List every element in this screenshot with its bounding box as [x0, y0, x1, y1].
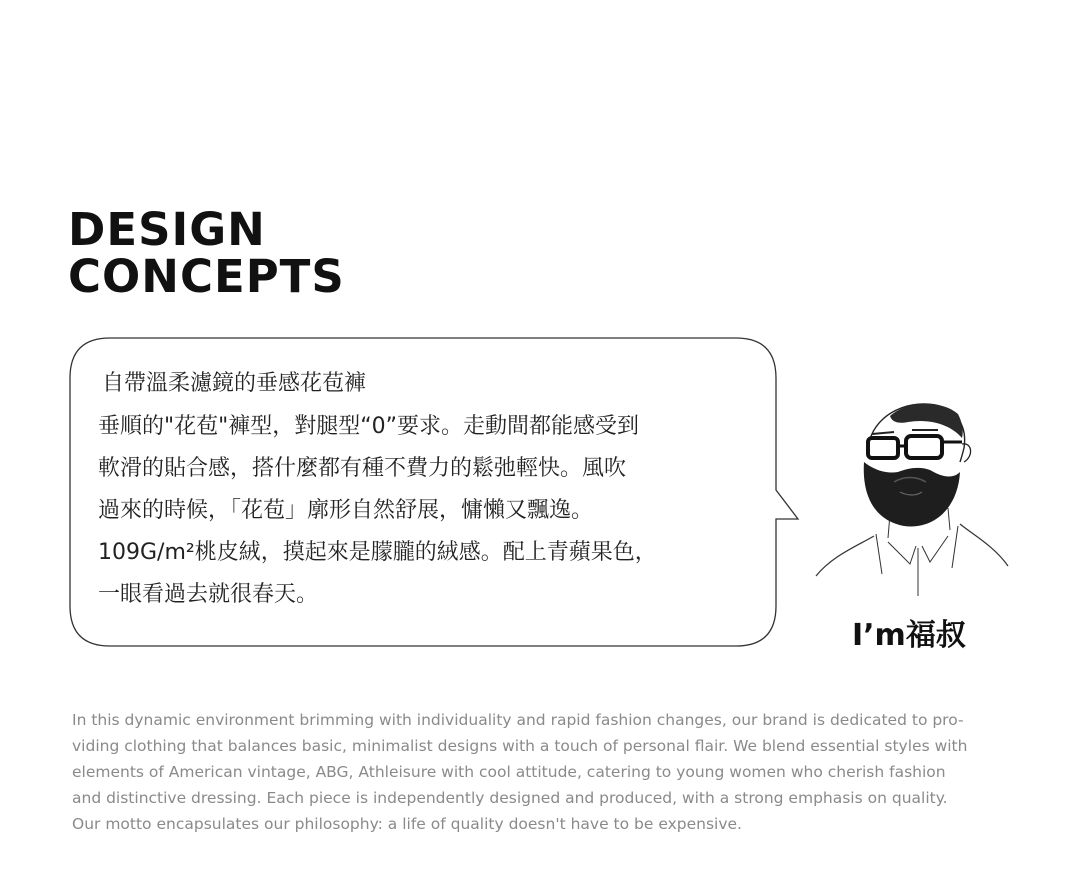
- bearded-man-illustration: [812, 396, 1012, 596]
- heading-line-2: CONCEPTS: [68, 250, 345, 303]
- heading-line-1: DESIGN: [68, 203, 266, 256]
- bubble-line-3: 過來的時候，「花苞」廓形自然舒展，慵懶又飄逸。: [98, 498, 594, 523]
- bubble-line-1: 垂順的"花苞"褲型，對腿型“0”要求。走動間都能感受到: [98, 414, 640, 439]
- bubble-line-2: 軟滑的貼合感，搭什麼都有種不費力的鬆弛輕快。風吹: [98, 456, 627, 481]
- brand-description: [72, 707, 1012, 837]
- bubble-line-4: 109G/m²桃皮絨，摸起來是朦朧的絨感。配上青蘋果色，: [98, 540, 657, 565]
- description-line-1: In this dynamic environment brimming with individuality and rapid fashion changes, our brand is dedicated to pro-: [72, 711, 964, 729]
- bubble-content: [98, 366, 758, 616]
- product-title: 自帶溫柔濾鏡的垂感花苞褲: [102, 371, 367, 396]
- avatar-name: I’m福叔: [852, 618, 966, 653]
- description-line-4: and distinctive dressing. Each piece is independently designed and produced, with a strong emphasis on quality.: [72, 789, 948, 807]
- description-line-2: viding clothing that balances basic, minimalist designs with a touch of personal flair. We blend essential styles with: [72, 737, 968, 755]
- description-line-3: elements of American vintage, ABG, Athleisure with cool attitude, catering to young women who cherish fashion: [72, 763, 946, 781]
- bubble-line-5: 一眼看過去就很春天。: [98, 582, 319, 607]
- description-line-5: Our motto encapsulates our philosophy: a life of quality doesn't have to be expensive.: [72, 815, 742, 833]
